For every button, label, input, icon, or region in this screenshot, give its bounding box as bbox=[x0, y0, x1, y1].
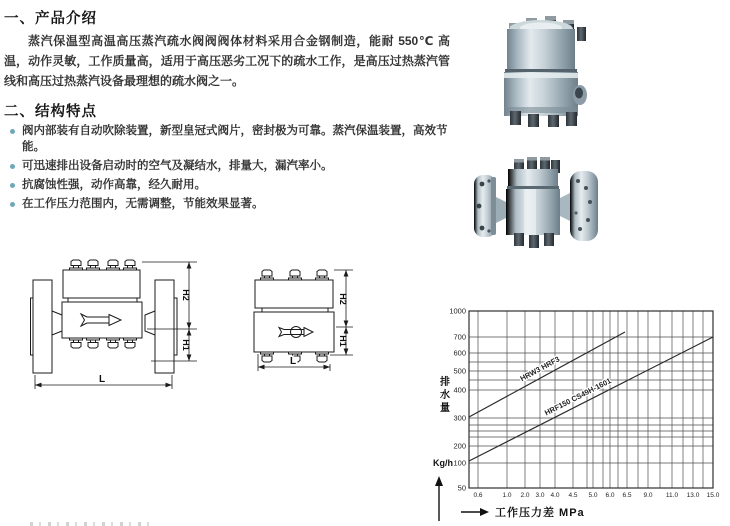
tick-label: 4.5 bbox=[568, 492, 578, 499]
section-heading-features: 二、结构特点 bbox=[4, 104, 97, 120]
dimension-drawing-socket bbox=[230, 255, 390, 405]
tick-label: 400 bbox=[453, 385, 466, 395]
tick-label: 600 bbox=[453, 348, 466, 358]
x-tick-labels bbox=[473, 492, 719, 499]
tick-label: 2.0 bbox=[520, 492, 530, 499]
tick-label: 6.0 bbox=[605, 492, 615, 499]
series-line-hrw3-hrf3 bbox=[469, 332, 625, 417]
dim-label-h1: H1 bbox=[338, 335, 348, 347]
tick-label: 300 bbox=[453, 413, 466, 423]
tick-label: 6.5 bbox=[622, 492, 632, 499]
y-axis-title bbox=[439, 375, 450, 414]
list-item bbox=[8, 124, 450, 155]
tick-label: 1000 bbox=[449, 306, 466, 316]
bottom-bolts bbox=[514, 233, 554, 248]
upper-drum bbox=[507, 29, 575, 69]
dimension-drawing-flanged-svg bbox=[10, 255, 210, 405]
intro-paragraph: 蒸汽保温型高温高压蒸汽疏水阀阀阀体材料采用合金钢制造，能耐 550℃ 高温，动作灵敏，工作质量高，适用于高压恶劣工况下的疏水工作，是高压过热蒸汽管线和高压过热蒸汽设备最理想的疏水阀之一。 bbox=[4, 34, 450, 88]
section-heading-intro: 一、产品介绍 bbox=[4, 11, 97, 27]
capacity-chart bbox=[425, 300, 727, 526]
dim-label-h2: H2 bbox=[338, 293, 348, 305]
series-line-hrf150-cs49h bbox=[469, 337, 713, 461]
bullet-icon bbox=[10, 183, 15, 188]
dimension-drawing-socket-svg bbox=[230, 255, 390, 405]
tick-label: 水 bbox=[440, 390, 450, 401]
right-flange bbox=[570, 171, 598, 241]
tick-label: 50 bbox=[457, 483, 466, 493]
valve-outline bbox=[31, 270, 178, 373]
list-item bbox=[8, 159, 450, 175]
tick-label: 量 bbox=[440, 403, 450, 414]
bullet-icon bbox=[10, 164, 15, 169]
tick-label: 1.0 bbox=[502, 492, 512, 499]
tick-label: 4.0 bbox=[550, 492, 560, 499]
dim-label-l: L bbox=[289, 356, 297, 367]
tick-label: 100 bbox=[453, 458, 466, 468]
feature-text: 抗腐蚀性强，动作高靠，经久耐用。 bbox=[22, 178, 206, 191]
feature-text: 可迅速排出设备启动时的空气及凝结水，排量大，漏汽率小。 bbox=[22, 159, 333, 172]
feature-text: 阀内部装有自动吹除装置，新型皇冠式阀片，密封极为可靠。蒸汽保温装置，高效节能。 bbox=[22, 125, 448, 153]
bullet-icon bbox=[10, 129, 15, 134]
x-axis-right-arrow-icon bbox=[461, 508, 489, 516]
valve-outline bbox=[254, 280, 334, 352]
series-label-hrf150-cs49h: HRF150 CS49H-1601 bbox=[543, 376, 613, 418]
tick-label: 13.0 bbox=[686, 492, 700, 499]
tick-label: 排 bbox=[440, 377, 450, 388]
list-item bbox=[8, 197, 450, 213]
y-axis-up-arrow-icon bbox=[435, 476, 443, 521]
dim-label-h1: H1 bbox=[181, 339, 191, 351]
feature-text: 在工作压力范围内，无需调整，节能效果显著。 bbox=[22, 197, 264, 210]
body-seam bbox=[505, 69, 577, 72]
left-flange bbox=[474, 175, 496, 237]
capacity-chart-svg bbox=[425, 300, 727, 526]
cropped-next-section-fragment bbox=[30, 522, 150, 526]
valve-photo-flanged-svg bbox=[474, 157, 604, 249]
valve-photo-flanged bbox=[474, 157, 604, 249]
dim-label-l: L bbox=[98, 374, 106, 385]
bonnet bbox=[508, 169, 558, 186]
tick-label: 11.0 bbox=[665, 492, 679, 499]
tick-label: 0.6 bbox=[473, 492, 483, 499]
dimension-drawing-flanged bbox=[10, 255, 210, 405]
valve-photo-round-body bbox=[493, 15, 593, 127]
features-list bbox=[8, 124, 450, 216]
tick-label: 5.0 bbox=[588, 492, 598, 499]
bullet-icon bbox=[10, 202, 15, 207]
series-label-hrw3-hrf3: HRW3 HRF3 bbox=[518, 354, 562, 384]
tick-label: 9.0 bbox=[643, 492, 653, 499]
tick-label: 15.0 bbox=[706, 492, 720, 499]
tick-label: 3.0 bbox=[535, 492, 545, 499]
x-axis-title: 工作压力差 MPa bbox=[495, 507, 585, 519]
tick-label: 200 bbox=[453, 441, 466, 451]
tick-label: 500 bbox=[453, 366, 466, 376]
list-item bbox=[8, 178, 450, 194]
valve-photo-round-svg bbox=[493, 15, 593, 127]
tick-label: 700 bbox=[453, 332, 466, 342]
dim-label-h2: H2 bbox=[181, 289, 191, 301]
body-seam bbox=[507, 186, 559, 189]
y-unit-label: Kg/h bbox=[433, 458, 453, 468]
